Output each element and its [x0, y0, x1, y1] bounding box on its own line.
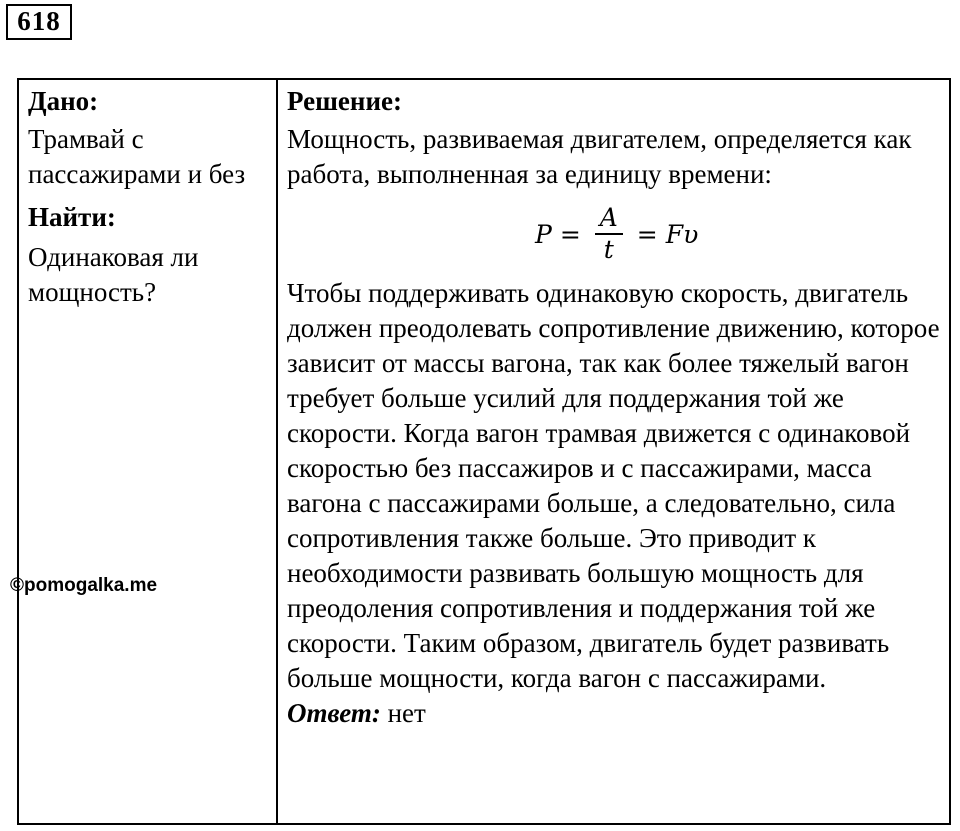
find-heading: Найти: [28, 202, 116, 232]
given-text: Трамвай с пассажирами и без [28, 124, 246, 189]
formula-fraction [595, 203, 623, 265]
formula-lhs: P [535, 219, 552, 249]
answer-line [287, 696, 943, 731]
solution-intro: Мощность, развиваемая двигателем, определяется как работа, выполненная за единицу времени: [287, 124, 912, 189]
answer-label: Ответ: [287, 698, 381, 728]
given-column [19, 80, 278, 823]
problem-number: 618 [6, 4, 72, 40]
given-heading: Дано: [28, 86, 99, 116]
formula-numerator: A [599, 203, 618, 232]
solution-column [278, 80, 949, 823]
formula-rhs: Fυ [665, 219, 699, 249]
find-text: Одинаковая ли мощность? [28, 242, 199, 307]
answer-value: нет [380, 698, 426, 728]
solution-heading: Решение: [287, 86, 402, 116]
formula-denominator: t [603, 235, 614, 264]
solution-body: Чтобы поддерживать одинаковую скорость, двигатель должен преодолевать сопротивление движению, которое зависит от массы вагона, так как более тяжелый вагон требует больше усилий для поддержания той же скорости. Когда вагон трамвая движется с одинаковой скоростью без пассажиров и с пассажирами, масса вагона с пассажирами больше, а следовательно, сила сопротивления также больше. Это приводит к необходимости развивать большую мощность для преодоления сопротивления и поддержания той же скорости. Таким образом, двигатель будет развивать больше мощности, когда вагон с пассажирами. [287, 278, 940, 693]
power-formula [287, 192, 943, 276]
solution-table [17, 78, 951, 825]
watermark: ©pomogalka.me [10, 575, 158, 596]
formula-equals-1: = [559, 219, 581, 249]
formula-equals-2: = [636, 219, 658, 249]
